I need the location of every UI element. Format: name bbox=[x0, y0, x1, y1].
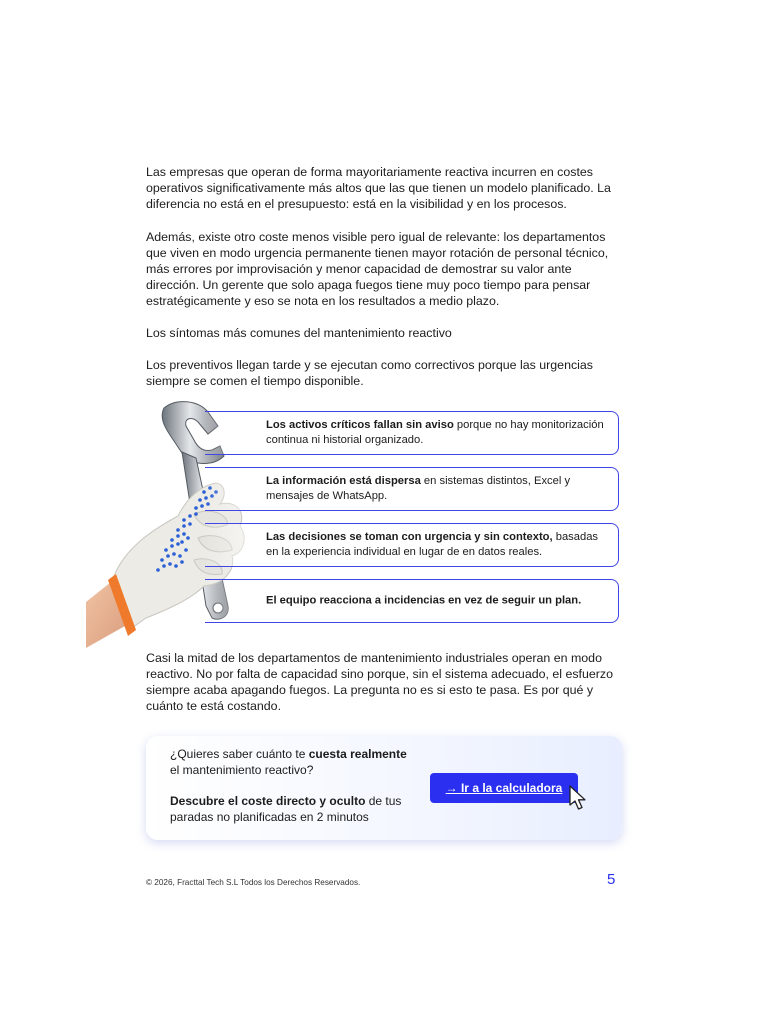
symptom-card bbox=[205, 579, 619, 623]
symptom-card bbox=[205, 411, 619, 455]
symptom-card-text: Las decisiones se toman con urgencia y sin contexto, basadas en la experiencia individual en lugar de en datos reales. bbox=[266, 531, 599, 558]
symptom-card bbox=[205, 523, 619, 567]
cta-question: ¿Quieres saber cuánto te cuesta realmente el mantenimiento reactivo? bbox=[170, 747, 407, 777]
symptom-card-text: Los activos críticos fallan sin aviso porque no hay monitorización continua ni historial organizado. bbox=[266, 419, 604, 446]
paragraph-intro: Las empresas que operan de forma mayoritariamente reactiva incurren en costes operativos significativamente más altos que las que tienen un modelo planificado. La diferencia no está en el presupuesto: está en la visibilidad y en los procesos. bbox=[146, 165, 611, 211]
calculator-link-button[interactable]: → Ir a la calculadora bbox=[430, 773, 578, 803]
paragraph-conclusion: Casi la mitad de los departamentos de mantenimiento industriales operan en modo reactivo. No por falta de capacidad sino porque, sin el sistema adecuado, el esfuerzo siempre acaba apagando fuegos. La pregunta no es si esto te pasa. Es por qué y cuánto te está costando. bbox=[146, 651, 613, 713]
footer-copyright: © 2026, Fracttal Tech S.L Todos los Derechos Reservados. bbox=[146, 878, 361, 887]
mouse-pointer-icon bbox=[568, 785, 588, 811]
paragraph-hidden-cost: Además, existe otro coste menos visible pero igual de relevante: los departamentos que viven en modo urgencia permanente tienen mayor rotación de personal técnico, más errores por improvisación y menor capacidad de demostrar su valor ante dirección. Un gerente que solo apaga fuegos tiene muy poco tiempo para pensar estratégicamente y eso se nota en los resultados a medio plazo. bbox=[146, 230, 609, 308]
cta-description: Descubre el coste directo y oculto de tus paradas no planificadas en 2 minutos bbox=[170, 794, 402, 824]
paragraph-preventives: Los preventivos llegan tarde y se ejecutan como correctivos porque las urgencias siempre se comen el tiempo disponible. bbox=[146, 358, 593, 388]
symptom-card-text: El equipo reacciona a incidencias en vez de seguir un plan. bbox=[266, 594, 582, 607]
calculator-cta-box bbox=[146, 736, 622, 840]
symptom-card-text: La información está dispersa en sistemas distintos, Excel y mensajes de WhatsApp. bbox=[266, 475, 571, 502]
page-number: 5 bbox=[607, 871, 616, 888]
symptom-card bbox=[205, 467, 619, 511]
section-heading-symptoms: Los síntomas más comunes del mantenimiento reactivo bbox=[146, 326, 452, 340]
